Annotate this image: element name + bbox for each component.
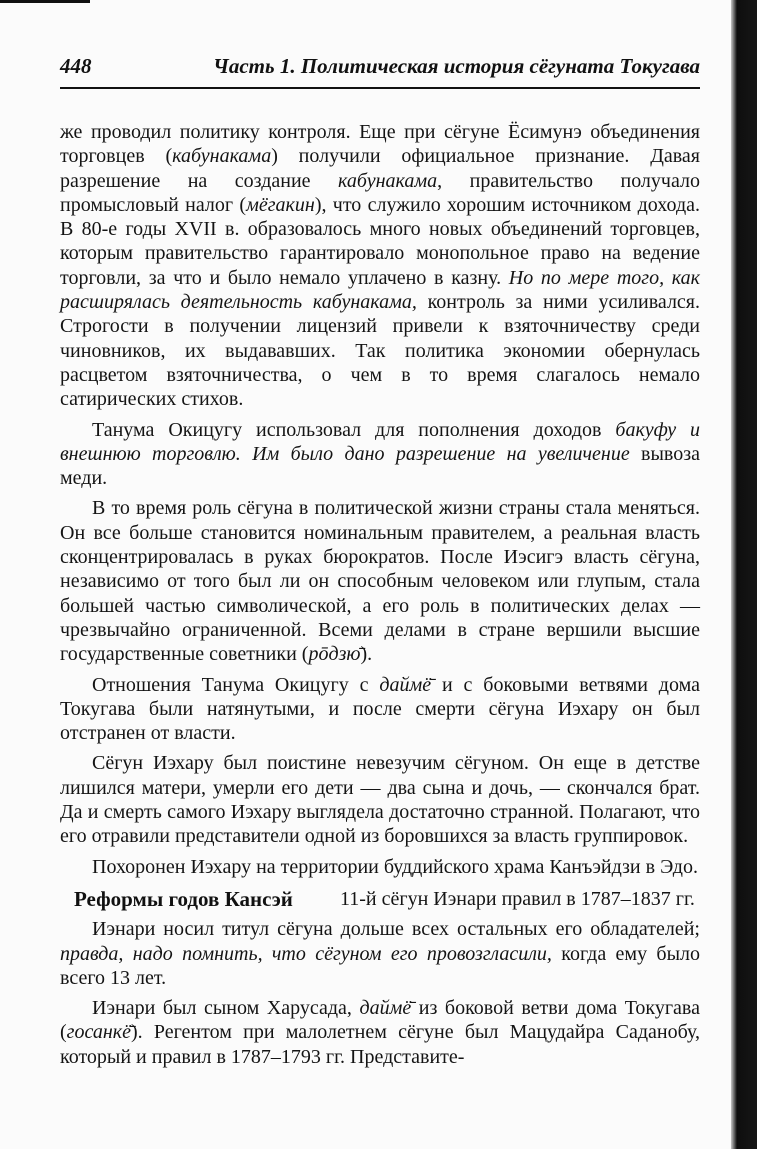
paragraph-4: Отношения Танума Окицугу с даймё̄ и с боковыми ветвями дома Токугава были натянутыми, и после смерти сёгуна Иэхару он был отстранен от власти. [60, 673, 700, 745]
section-heading: Реформы годов Кансэй [74, 886, 293, 911]
paragraph-1: же проводил политику контроля. Еще при сёгуне Ёсимунэ объединения торговцев (кабунакама) получили официальное признание. Давая разрешение на создание кабунакама, правительство получало промысловый налог (мёгакин), что служило хорошим источником дохода. В 80-е годы XVII в. образовалось много новых объединений торговцев, которым правительство гарантировало монопольное право на ведение торговли, за что и было немало уплачено в казну. Но по мере того, как расширялась деятельность кабунакама, контроль за ними усиливался. Строгости в получении лицензий привели к взяточничеству среди чиновников, их выдававших. Так политика экономии обернулась расцветом взяточничества, о чем в то время слагалось немало сатирических стихов. [60, 121, 701, 411]
paragraph-2: Танума Окицугу использовал для пополнения доходов бакуфу и внешнюю торговлю. Им было дано разрешение на увеличение вывоза меди. [60, 418, 700, 490]
section-reforms-kansei [60, 887, 700, 911]
running-title: Часть 1. Политическая история сёгуната Токугава [213, 54, 700, 78]
header-rule [60, 87, 700, 89]
scan-shadow-right-edge [731, 0, 757, 1149]
paragraph-5: Сёгун Иэхару был поистине невезучим сёгуном. Он еще в детстве лишился матери, умерли его дети — два сына и дочь, — скончался брат. Да и смерть самого Иэхару выглядела достаточно странной. Полагают, что его отравили представители одной из боровшихся за власть группировок. [60, 752, 700, 848]
page-number: 448 [60, 54, 92, 78]
section-lead-text: 11-й сёгун Иэнари правил в 1787–1837 гг. [340, 887, 695, 910]
paragraph-3: В то время роль сёгуна в политической жизни страны стала меняться. Он все больше становится номинальным правителем, а реальная власть сконцентрировалась в руках бюрократов. После Иэсигэ власть сёгуна, независимо от того был ли он способным человеком или глупым, стала большей частью символической, а его роль в политических делах — чрезвычайно ограниченной. Всеми делами в стране вершили высшие государственные советники (рōдзю̄). [60, 497, 700, 666]
paragraph-8: Иэнари был сыном Харусада, даймё̄ из боковой ветви дома Токугава (госанкё̄). Регентом при малолетнем сёгуне был Мацудайра Саданобу, который и правил в 1787–1793 гг. Представите- [60, 997, 700, 1068]
paragraph-6: Похоронен Иэхару на территории буддийского храма Канъэйдзи в Эдо. [92, 855, 698, 878]
body-text [60, 120, 700, 1069]
running-header [60, 54, 700, 84]
paragraph-7: Иэнари носил титул сёгуна дольше всех остальных его обладателей; правда, надо помнить, что сёгуном его провозгласили, когда ему было всего 13 лет. [60, 918, 700, 989]
scan-artifact-top [0, 0, 90, 3]
